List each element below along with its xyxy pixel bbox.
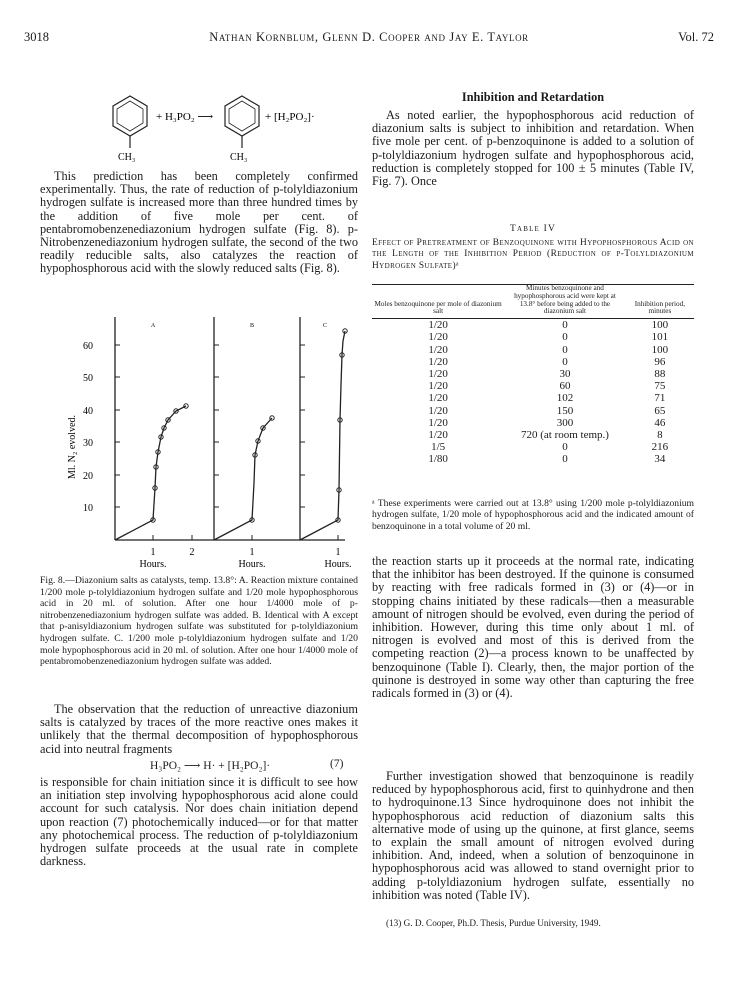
y-axis-label: Ml. N₂ evolved. bbox=[67, 414, 78, 480]
methyl-label-b: CH₃ bbox=[230, 152, 248, 163]
running-header bbox=[24, 30, 714, 50]
benzene-ring-right bbox=[225, 96, 259, 148]
panel-label-c: C bbox=[322, 323, 328, 329]
footnote-13: (13) G. D. Cooper, Ph.D. Thesis, Purdue University, 1949. bbox=[386, 918, 601, 928]
header-authors: Nathan Kornblum, Glenn D. Cooper and Jay E. Taylor bbox=[209, 30, 529, 44]
panel-a bbox=[115, 317, 240, 540]
panel-c bbox=[240, 317, 347, 540]
figure-8-chart bbox=[40, 315, 370, 575]
product-radical: + [H₂PO₂]· bbox=[265, 111, 315, 123]
table-4-caption: Effect of Pretreatment of Benzoquinone with Hypophosphorous Acid on the Length of the Inhibition Period (Reduction of p-Tolyldiazonium Hydrogen Sulfate)ᵃ bbox=[372, 238, 694, 271]
table-row: 1/80 0 34 bbox=[428, 453, 666, 466]
panel-label-b: B bbox=[249, 323, 255, 329]
right-paragraph-1: As noted earlier, the hypophosphorous acid reduction of diazonium salts is subject to inhibition and retardation. When five mole per cent. of p-benzoquinone is added to a solution of p-tolyldiazonium hydrogen sulfate and hypophosphorous acid, reduction is completely stopped for 100 ± 5 minutes (Table IV, Fig. 7). Once bbox=[372, 108, 694, 189]
methyl-label-a: CH₃ bbox=[118, 152, 136, 163]
table-header-moles: Moles benzoquinone per mole of diazonium salt bbox=[372, 285, 504, 319]
x-unit-a: Hours. bbox=[139, 559, 167, 570]
left-paragraph-3: is responsible for chain initiation since it is difficult to see how an initiation step involving hypophosphorous acid alone could account for such catalysis. Nor does chain initiation depend upon reaction (7) photochemically induced—or for that matter any photochemical process. The reduction of p-tolyldiazonium hydrogen sulfate proceeds at the usual rate in complete darkness. bbox=[40, 775, 358, 869]
figure-8-caption: Fig. 8.—Diazonium salts as catalysts, temp. 13.8°: A. Reaction mixture contained 1/200 mole p-tolyldiazonium hydrogen sulfate and 1/20 mole hypophosphorous acid in 20 ml. of solution. After one hour 1/4000 mole of p-nitrobenzenediazonium hydrogen sulfate was added. B. Identical with A except that p-anisyldiazonium hydrogen sulfate was substituted for p-tolyldiazonium hydrogen sulfate. C. 1/200 mole p-tolyldiazonium hydrogen sulfate and 1/20 mole hypophosphorous acid in 20 ml. of solution. After one hour 1/4000 mole of pentabromobenzenediazonium hydrogen sulfate was added. bbox=[40, 575, 358, 668]
table-4-footnote: ᵃ These experiments were carried out at 13.8° using 1/200 mole p-tolyldiazonium hydrogen sulfate, 1/20 mole of hypophosphorous acid and the indicated amount of benzoquinone in a total volume of 20 ml. bbox=[372, 498, 694, 532]
section-title: Inhibition and Retardation bbox=[461, 90, 605, 104]
table-row: 1/20 300 46 bbox=[428, 416, 666, 429]
x-tick-a-1: 1 bbox=[150, 547, 156, 558]
table-row: 1/20 30 88 bbox=[428, 368, 666, 380]
chemical-scheme bbox=[100, 88, 360, 168]
y-tick-30: 30 bbox=[83, 438, 93, 449]
table-row: 1/20 60 75 bbox=[428, 380, 666, 393]
table-4-title: Table IV bbox=[509, 224, 557, 234]
right-paragraph-2: the reaction starts up it proceeds at the normal rate, indicating that the inhibitor has been destroyed. If the quinone is consumed by reacting with free radicals formed in (3) or (4)—or in stopping chains initiated by these radicals—then a measurable amount of nitrogen should be evolved, even during the period of inhibition. However, during this time only about 1 ml. of nitrogen is evolved and most of this is derived from the competing reaction (2)—a process known to be unaffected by benzoquinone (Table I). Clearly, then, the major portion of the quinone is destroyed in some way other than capturing the free radicals formed in (3) or (4). bbox=[372, 554, 694, 701]
table-4 bbox=[372, 284, 694, 466]
table-row: 1/20 0 100 bbox=[428, 319, 669, 332]
y-tick-50: 50 bbox=[83, 373, 93, 384]
y-tick-60: 60 bbox=[83, 341, 93, 352]
equation-7: H₃PO₂ ⟶ H· + [H₂PO₂]· bbox=[150, 760, 271, 772]
header-volume: Vol. 72 bbox=[678, 30, 714, 44]
table-row: 1/20 0 100 bbox=[428, 343, 669, 356]
table-header-inhibition: Inhibition period, minutes bbox=[626, 285, 694, 319]
table-row: 1/5 0 216 bbox=[431, 441, 669, 454]
benzene-ring-left bbox=[113, 96, 147, 148]
panel-b bbox=[214, 317, 274, 540]
right-paragraph-3: Further investigation showed that benzoquinone is readily reduced by hypophosphorous acid, first to quinhydrone and then to hydroquinone.13 Since hydroquinone does not inhibit the hypophosphorous acid reduction of diazonium salts this alternative mode of using up the quinone, at first glance, seems to explain the small amount of nitrogen evolved during inhibition. And, indeed, when a solution of benzoquinone in hypophosphorous acid was allowed to stand overnight prior to adding p-tolyldiazonium hydrogen sulfate, essentially no inhibition was noted (Table IV). bbox=[372, 769, 694, 902]
x-tick-labels bbox=[140, 547, 352, 570]
x-unit-b: Hours. bbox=[238, 559, 266, 570]
equation-7-number: (7) bbox=[330, 758, 344, 770]
table-row: 1/20 0 101 bbox=[428, 331, 669, 344]
y-tick-10: 10 bbox=[83, 503, 93, 514]
y-tick-40: 40 bbox=[83, 406, 93, 417]
x-unit-c: Hours. bbox=[324, 559, 352, 570]
reagent-arrow: + H₃PO₂ ⟶ bbox=[156, 111, 214, 123]
table-row: 1/20 720 (at room temp.) 8 bbox=[428, 429, 663, 442]
left-paragraph-1: This prediction has been completely confirmed experimentally. Thus, the rate of reduction of p-tolyldiazonium hydrogen sulfate is increased more than three hundred times by the addition of five mole per cent. of pentabromobenzenediazonium hydrogen sulfate (Fig. 8). p-Nitrobenzenediazonium hydrogen sulfate, the second of the two readily reducible salts, also catalyzes the reaction of hypophosphorous acid with the slowly reduced salts (Fig. 8). bbox=[40, 169, 358, 276]
x-tick-b-1: 1 bbox=[249, 547, 255, 558]
table-row: 1/20 102 71 bbox=[428, 392, 666, 405]
table-row: 1/20 0 96 bbox=[428, 355, 666, 368]
x-tick-a-2: 2 bbox=[189, 547, 195, 558]
x-tick-c-1: 1 bbox=[335, 547, 341, 558]
page-number: 3018 bbox=[24, 30, 49, 44]
y-tick-labels bbox=[83, 341, 93, 514]
y-tick-20: 20 bbox=[83, 471, 93, 482]
panel-label-a: A bbox=[150, 323, 156, 329]
table-4-body bbox=[372, 319, 694, 466]
table-header-minutes: Minutes benzoquinone and hypophosphorous acid were kept at 13.8° before being added to the diazonium salt bbox=[504, 285, 626, 319]
table-row: 1/20 150 65 bbox=[428, 404, 666, 417]
left-paragraph-2: The observation that the reduction of unreactive diazonium salts is catalyzed by traces of the more reactive ones makes it unlikely that the thermal decomposition of hypophosphorous acid into neutral fragments bbox=[40, 702, 358, 756]
